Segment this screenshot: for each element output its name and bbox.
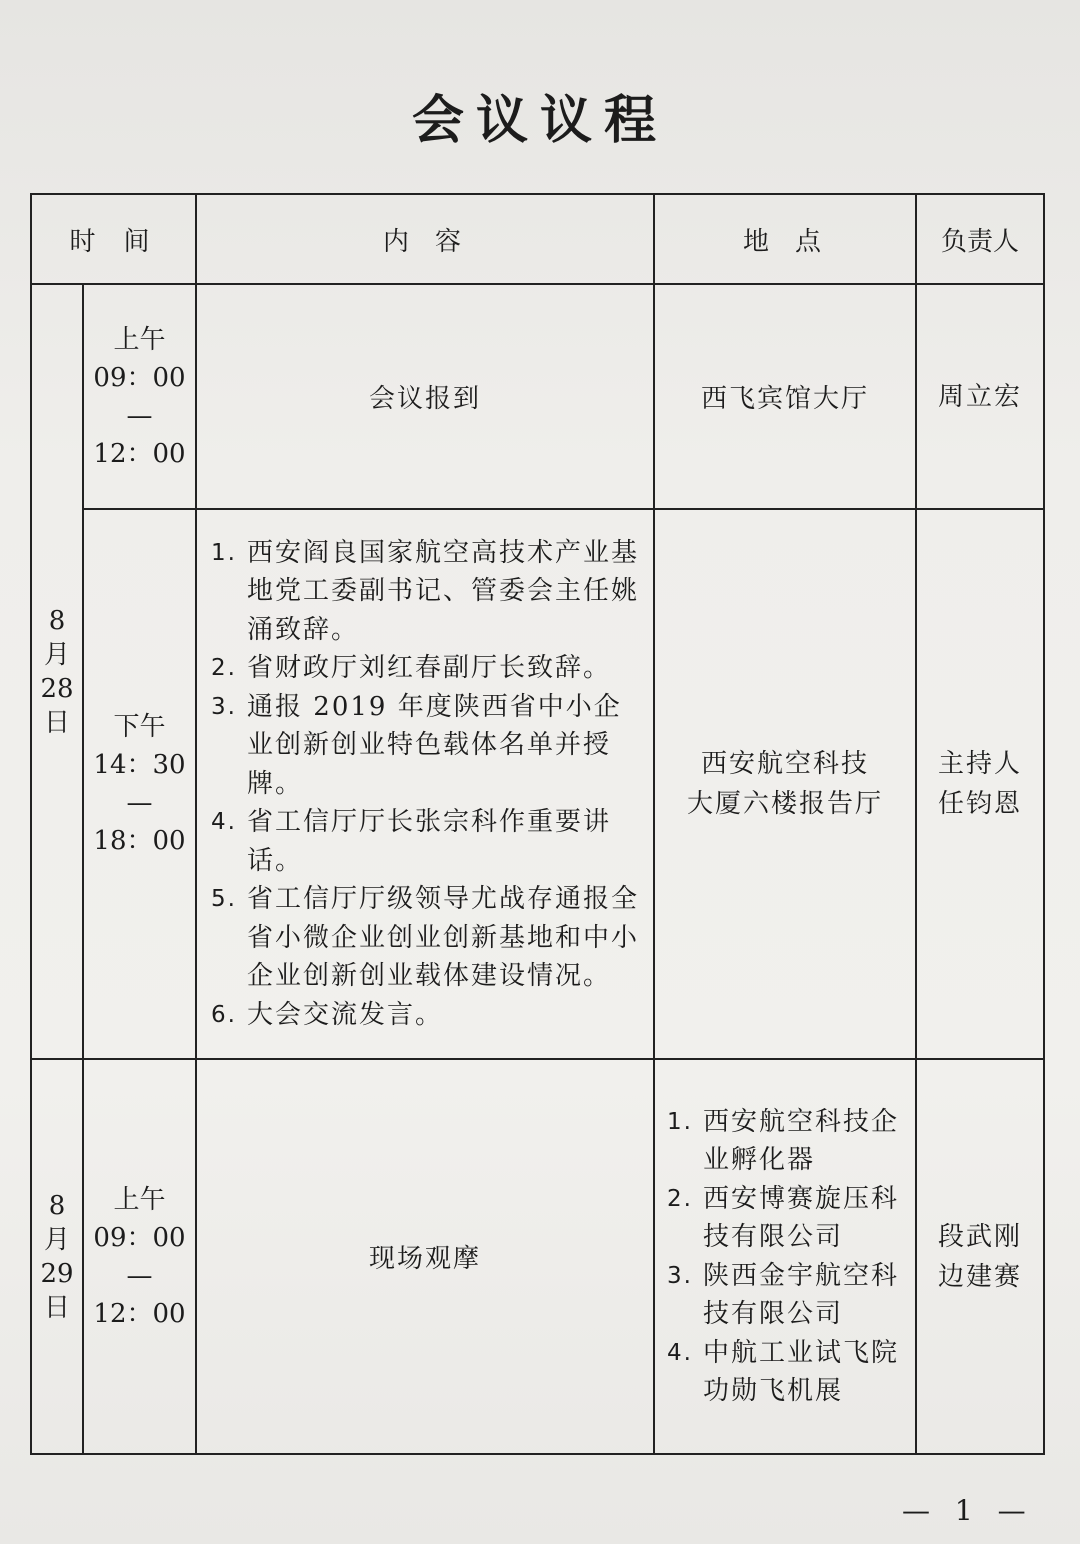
list-item: 5. 省工信厅厅级领导尤战存通报全省小微企业创业创新基地和中小企业创新创业载体建设情况。 [211,884,640,992]
date-cell: 8 月 29 日 [31,1059,83,1454]
table-row [31,284,1044,509]
list-item: 6. 大会交流发言。 [211,999,444,1030]
list-item: 3. 陕西金宇航空科技有限公司 [667,1260,900,1329]
page-number: — 1 — [902,1494,1034,1527]
location-cell: 西安航空科技 大厦六楼报告厅 [654,509,916,1059]
list-item: 2. 省财政厅刘红春副厅长致辞。 [211,653,612,684]
table-row [31,1059,1044,1454]
time-cell: 上午 09：00 — 12：00 [83,284,196,509]
header-content: 内容 [196,194,654,284]
time-cell: 上午 09：00 — 12：00 [83,1059,196,1454]
list-item: 4. 省工信厅厅长张宗科作重要讲话。 [211,807,612,876]
location-cell [654,1059,916,1454]
header-row [31,194,1044,284]
content-cell: 现场观摩 [196,1059,654,1454]
list-item: 2. 西安博赛旋压科技有限公司 [667,1183,900,1252]
content-cell: 会议报到 [196,284,654,509]
table-row [31,509,1044,1059]
list-item: 3. 通报 2019 年度陕西省中小企业创新创业特色载体名单并授牌。 [211,691,622,799]
person-cell: 周立宏 [916,284,1044,509]
header-person: 负责人 [916,194,1044,284]
content-cell [196,509,654,1059]
agenda-items [197,534,653,1035]
person-cell: 主持人 任钧恩 [916,509,1044,1059]
agenda-table [30,193,1045,1455]
header-location: 地点 [654,194,916,284]
list-item: 1. 西安阎良国家航空高技术产业基地党工委副书记、管委会主任姚涌致辞。 [211,537,640,645]
date-cell: 8 月 28 日 [31,284,83,1059]
list-item: 4. 中航工业试飞院功勋飞机展 [667,1337,900,1406]
header-time: 时间 [31,194,196,284]
list-item: 1. 西安航空科技企业孵化器 [667,1106,900,1175]
person-cell: 段武刚 边建赛 [916,1059,1044,1454]
page-title: 会议议程 [411,90,668,151]
time-cell: 下午 14：30 — 18：00 [83,509,196,1059]
location-cell: 西飞宾馆大厅 [654,284,916,509]
site-list [655,1103,915,1411]
